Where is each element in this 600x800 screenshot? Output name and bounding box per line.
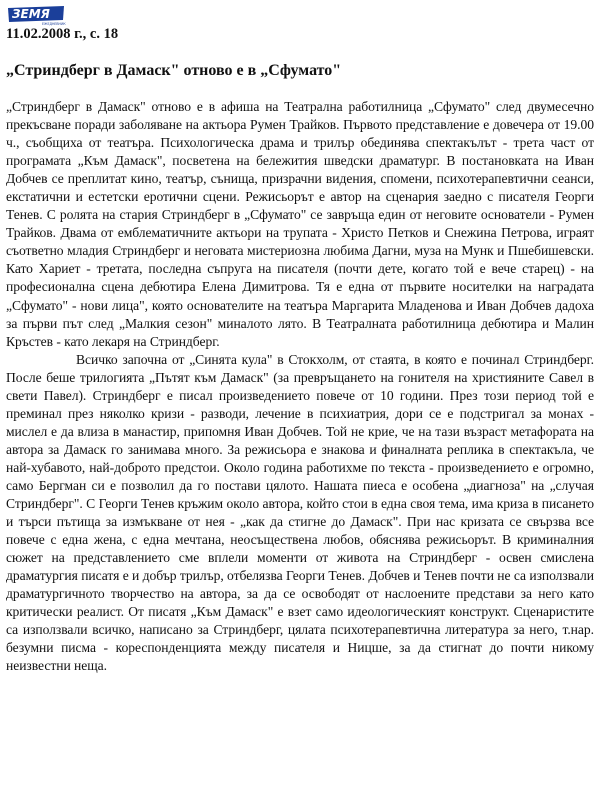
- article-paragraph-1: „Стриндберг в Дамаск" отново е в афиша на Театрална работилница „Сфумато" след двумесечно прекъсване поради заболяване на актьора Румен Трайков. Първото представление е довечера от 19.00 ч., съобщиха от театъра. Психологическа драма и трилър обединява спектакълът - трета част от програмата „Към Дамаск", посветена на бележития шведски драматург. В постановката на Иван Добчев се преплитат кино, театър, сънища, призрачни видения, спомени, психотерапевтични сеанси, екстатични и естетски еротични сцени. Режисьорът е автор на сценария заедно с писателя Георги Тенев. С ролята на стария Стриндберг в „Сфумато" се завръща един от неговите основатели - Румен Трайков. Двама от емблематичните актьори на трупата - Христо Петков и Снежина Петрова, играят съответно младия Стриндберг и неговата мистериозна любима Дагни, муза на Мунк и Пшебишевски. Като Хариет - третата, последна съпруга на писателя (почти дете, когато той е вече старец) - на професионална сцена дебютира Елена Димитрова. Тя е една от първите носителки на наградата „Сфумато" - нови лица", която основателите на театъра Маргарита Младенова и Иван Добчев дадоха за първи път след „Малкия сезон" миналото лято. В Театралната работилница дебютира и Малин Кръстев - като лекаря на Стриндберг.: [6, 99, 594, 349]
- document-page: [6, 4, 594, 796]
- logo-subtext: ЕЖЕДНЕВНИК: [42, 22, 66, 26]
- issue-date-page: 11.02.2008 г., с. 18: [6, 26, 119, 42]
- article-headline: „Стриндберг в Дамаск" отново е в „Сфумато": [6, 62, 342, 79]
- logo-text: ЗЕМЯ: [12, 7, 50, 21]
- article-paragraph-2: Всичко започна от „Синята кула" в Стокхолм, от стаята, в която е починал Стриндберг. После беше трилогията „Пътят към Дамаск" (за превръщането на гонителя на християните Савел в свети Павел). Стриндберг е писал произведението повече от 10 години. През този период той е преминал през няколко кризи - разводи, лечение в психиатрия, дори се е подстригал за монах - мислел е да влиза в манастир, припомня Иван Добчев. Той не крие, че на тази възраст метафората на автора за Дамаск го занимава много. За режисьора е знакова и финалната реплика в спектакъла, че най-хубавото, най-доброто предстои. Около година работихме по текста - произведението е огромно, само Бергман си е позволил да го постави цялото. Нашата пиеса е особена „диагноза" на „случая Стриндберг". С Георги Тенев кръжим около автора, който стои в една своя тема, има криза в писането и търси пътища за измъкване от нея - „как да стигне до Дамаск". При нас кризата се свързва все повече с една жена, с една мечтана, неосъществена любов, обяснява режисьорът. В криминалния сюжет на представлението сме вплели моменти от живота на Стриндберг - освен смислена драматургия писатя е и добър трилър, отбелязва Георги Тенев. Добчев и Тенев почти не са използвали драматургичното творчество на автора, за да се освободят от наслоените представи за него като критически реалист. От писатя „Към Дамаск" е взет само идеологическият конструкт. Сценаристите са използвали всичко, написано за Стриндберг, цялата психотерапевтична литература за него, т.нар. безумни писма - кореспонденцията между писателя и Ницше, за да стигнат до почти никому неизвестни неща.: [6, 351, 594, 674]
- article-body: [6, 98, 594, 676]
- zemya-logo: [6, 4, 66, 26]
